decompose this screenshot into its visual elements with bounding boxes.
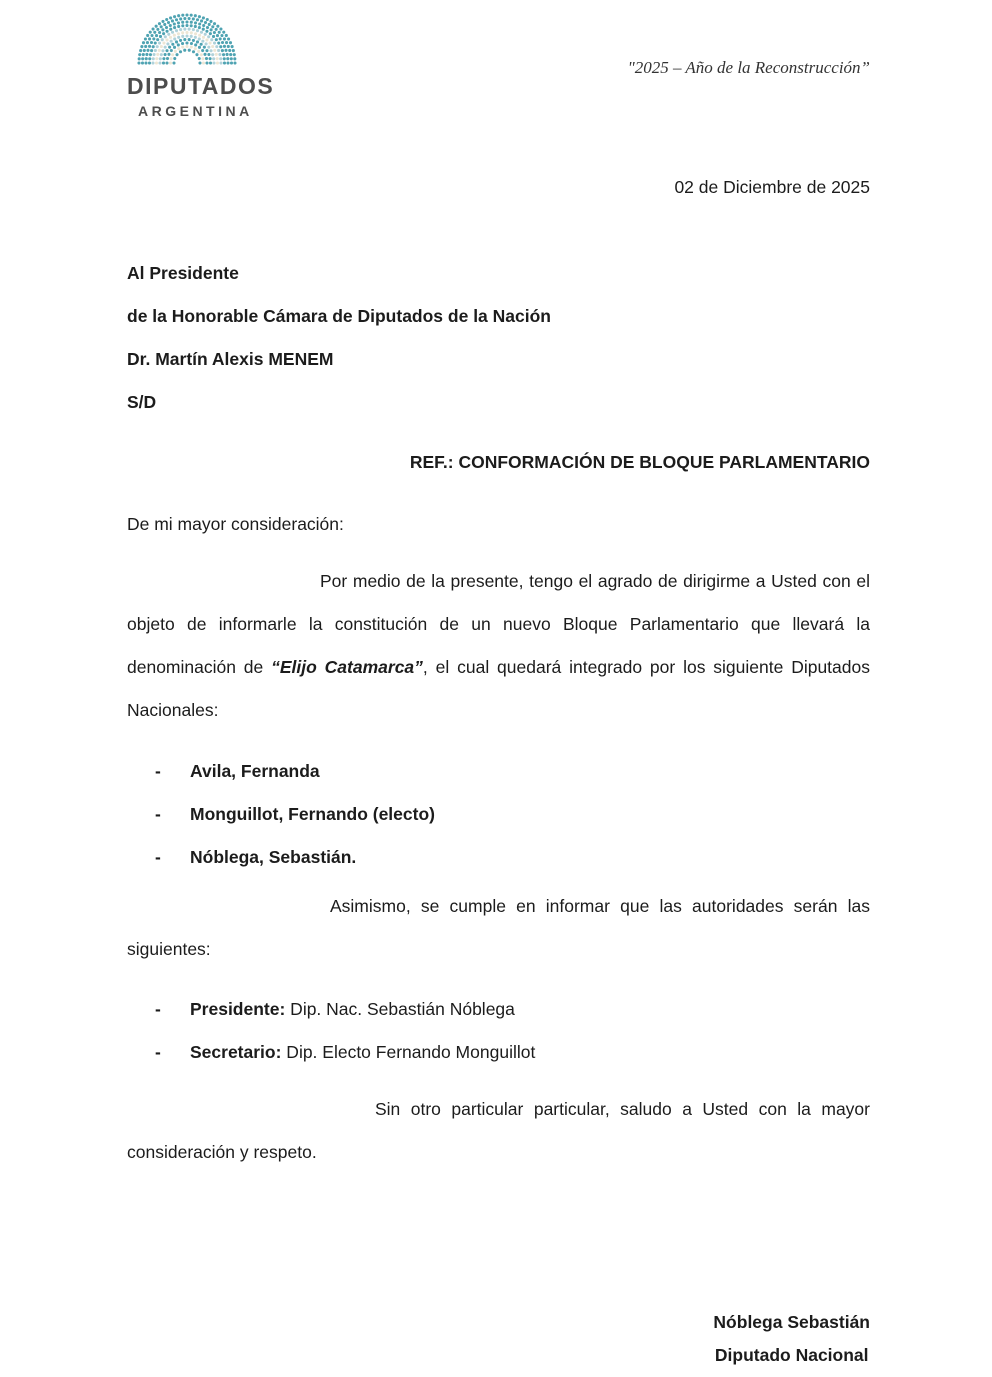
dash-bullet: -	[155, 803, 161, 824]
diputados-logo	[127, 10, 307, 119]
member-name: Avila, Fernanda	[190, 760, 320, 781]
list-item	[127, 988, 870, 1031]
body-paragraph-1	[127, 560, 870, 732]
addressee-line: Al Presidente	[127, 263, 239, 283]
dash-bullet: -	[155, 760, 161, 781]
body-paragraph-2: Asimismo, se cumple en informar que las autoridades serán las siguientes:	[127, 895, 870, 959]
authority-role: Secretario:	[190, 1042, 282, 1062]
member-name: Monguillot, Fernando (electo)	[190, 803, 435, 824]
paragraph1-after: , el cual quedará integrado por los siguiente Diputados Nacionales:	[127, 657, 870, 720]
letter-date: 02 de Diciembre de 2025	[674, 177, 870, 197]
list-item	[127, 836, 870, 879]
member-name: Nóblega, Sebastián.	[190, 846, 357, 867]
addressee-line: de la Honorable Cámara de Diputados de la Nación	[127, 306, 551, 326]
dash-bullet: -	[155, 846, 161, 867]
paragraph1-before: Por medio de la presente, tengo el agrado de dirigirme a Usted con el objeto de informarle la constitución de un nuevo Bloque Parlamentario que llevará la denominación de	[127, 571, 870, 677]
logo-subtitle: ARGENTINA	[138, 103, 253, 119]
addressee-line: S/D	[127, 392, 157, 412]
signature-title: Diputado Nacional	[714, 1345, 869, 1365]
members-list	[127, 750, 870, 879]
bloc-name: “Elijo Catamarca”	[271, 657, 423, 677]
dash-bullet: -	[155, 999, 161, 1019]
year-motto: "2025 – Año de la Reconstrucción”	[627, 58, 870, 77]
addressee-block	[127, 252, 870, 424]
authority-name: Dip. Electo Fernando Monguillot	[281, 1042, 536, 1062]
salutation: De mi mayor consideración:	[127, 514, 344, 534]
letterhead	[127, 10, 870, 119]
logo-title: DIPUTADOS	[127, 73, 275, 99]
signature-block	[713, 1306, 870, 1372]
signature-name: Nóblega Sebastián	[713, 1312, 870, 1332]
list-item	[127, 1031, 870, 1074]
authority-role: Presidente:	[190, 999, 286, 1019]
list-item	[127, 793, 870, 836]
addressee-line: Dr. Martín Alexis MENEM	[127, 349, 334, 369]
list-item	[127, 750, 870, 793]
hemicycle-icon	[137, 10, 237, 66]
closing-paragraph: Sin otro particular particular, saludo a Usted con la mayor consideración y respeto.	[127, 1099, 870, 1162]
authority-name: Dip. Nac. Sebastián Nóblega	[285, 999, 515, 1019]
authorities-list	[127, 988, 870, 1074]
reference-line: REF.: CONFORMACIÓN DE BLOQUE PARLAMENTARIO	[409, 452, 870, 472]
dash-bullet: -	[155, 1042, 161, 1062]
